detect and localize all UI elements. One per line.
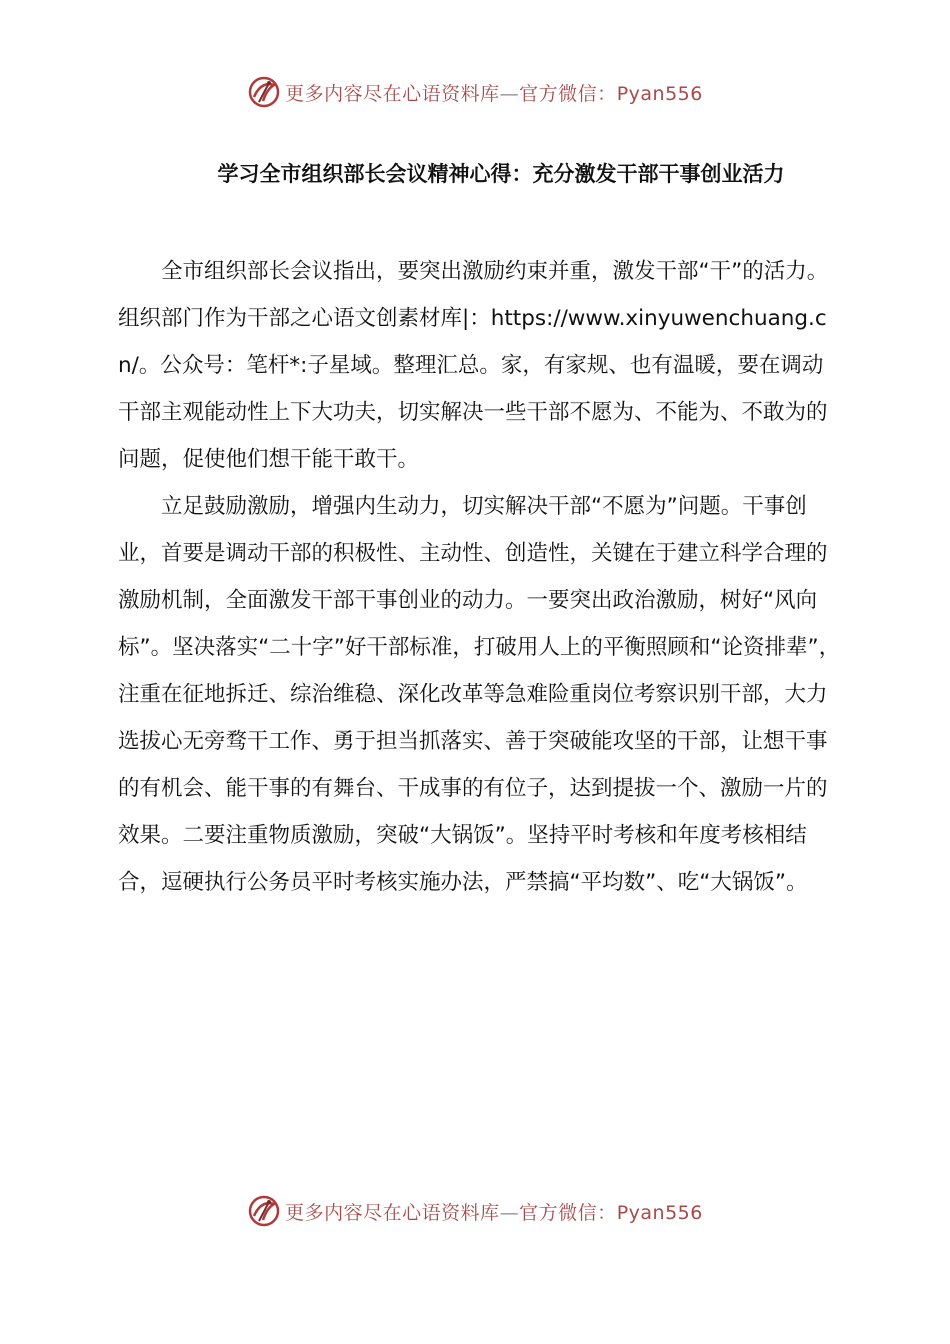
footer-wechat-label: 官方微信：: [519, 1201, 617, 1224]
brand-logo-icon: [247, 1194, 281, 1228]
paragraph-2: 立足鼓励激励，增强内生动力，切实解决干部“不愿为”问题。干事创业，首要是调动干部的积极性、主动性、创造性，关键在于建立科学合理的激励机制，全面激发干部干事创业的动力。一要突出政治激励，树好“风向标”。坚决落实“二十字”好干部标准，打破用人上的平衡照顾和“论资排辈”，注重在征地拆迁、综治维稳、深化改革等急难险重岗位考察识别干部，大力选拔心无旁骛干工作、勇于担当抓落实、善于突破能攻坚的干部，让想干事的有机会、能干事的有舞台、干成事的有位子，达到提拔一个、激励一片的效果。二要注重物质激励，突破“大锅饭”。坚持平时考核和年度考核相结合，逗硬执行公务员平时考核实施办法，严禁搞“平均数”、吃“大锅饭”。: [118, 494, 841, 895]
footer-banner: [0, 1191, 950, 1231]
header-wechat-id: Pyan556: [616, 82, 703, 105]
footer-separator: —: [499, 1201, 520, 1224]
header-separator: —: [499, 82, 520, 105]
footer-brand: 更多内容尽在心语资料库: [285, 1201, 500, 1224]
footer-banner-text: [285, 1198, 703, 1225]
header-brand: 更多内容尽在心语资料库: [285, 82, 500, 105]
paragraph-1: 全市组织部长会议指出，要突出激励约束并重，激发干部“干”的活力。组织部门作为干部之心语文创素材库|：https://www.xinyuwenchuang.cn/。公众号：笔杆*:子星域。整理汇总。家，有家规、也有温暖，要在调动干部主观能动性上下大功夫，切实解决一些干部不愿为、不能为、不敢为的问题，促使他们想干能干敢干。: [118, 259, 829, 472]
brand-logo-icon: [247, 75, 281, 109]
header-banner-text: [285, 79, 703, 106]
header-wechat-label: 官方微信：: [519, 82, 617, 105]
document-title: 学习全市组织部长会议精神心得：充分激发干部干事创业活力: [217, 162, 785, 186]
document-body: [118, 248, 842, 906]
footer-wechat-id: Pyan556: [616, 1201, 703, 1224]
header-banner: [0, 72, 950, 112]
